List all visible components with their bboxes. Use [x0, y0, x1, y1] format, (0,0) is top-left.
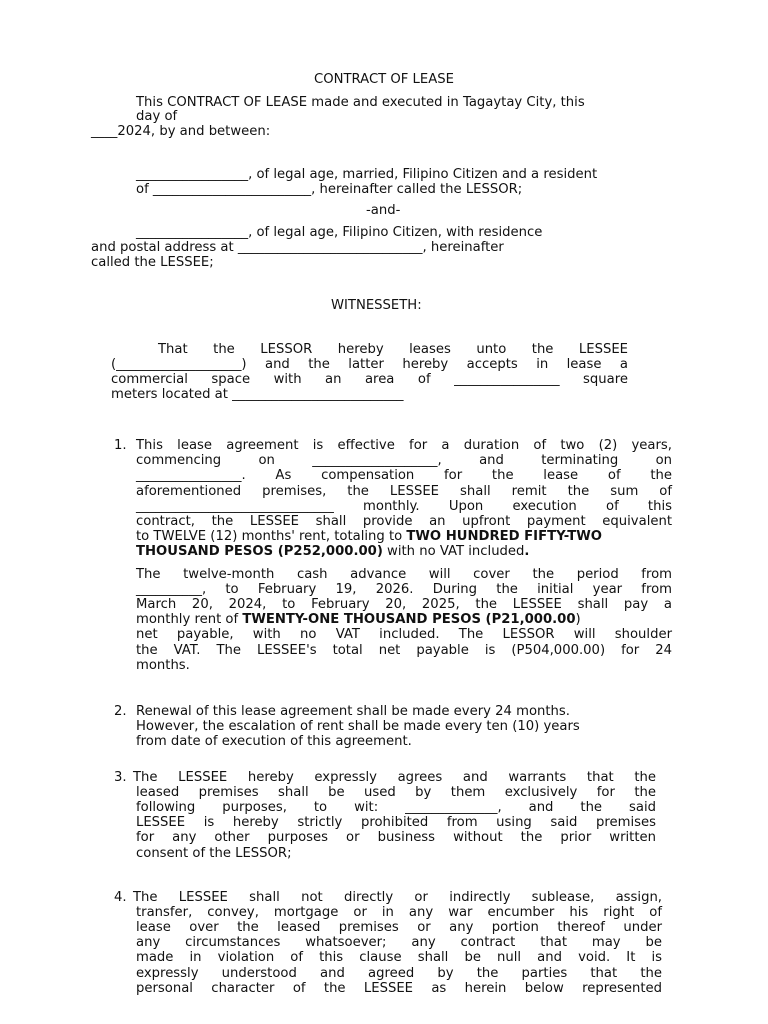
- item-2-line-1: Renewal of this lease agreement shall be made every 24 months.: [136, 704, 570, 719]
- item-3-line-2: leased premises shall be used by them exclusively for the: [136, 785, 656, 800]
- lessor-line-2: of ________________________, hereinafter called the LESSOR;: [136, 182, 523, 197]
- lease-clause-line-2: (___________________) and the latter hereby accepts in lease a: [111, 357, 628, 372]
- item-1-p2-line-5: net payable, with no VAT included. The LESSOR will shoulder: [136, 627, 672, 642]
- item-4-line-6: expressly understood and agreed by the parties that the: [136, 966, 662, 981]
- item-3-line-1: The LESSEE hereby expressly agrees and warrants that the: [133, 770, 656, 785]
- item-1-line-8: [136, 544, 529, 559]
- item-1-line-5: ______________________________ monthly. Upon execution of this: [136, 499, 672, 514]
- item-4-line-1: The LESSEE shall not directly or indirectly sublease, assign,: [133, 890, 662, 905]
- intro-line-2: day of: [136, 109, 178, 124]
- and-separator: -and-: [366, 203, 401, 218]
- item-1-number: 1.: [114, 438, 127, 453]
- item-4-line-7: personal character of the LESSEE as herein below represented: [136, 981, 662, 996]
- lessee-line-2: and postal address at ____________________________, hereinafter: [91, 240, 504, 255]
- item-2-line-3: from date of execution of this agreement.: [136, 734, 412, 749]
- item-4-line-2: transfer, convey, mortgage or in any war encumber his right of: [136, 905, 662, 920]
- item-4-line-4: any circumstances whatsoever; any contract that may be: [136, 935, 662, 950]
- item-1-line-6: contract, the LESSEE shall provide an upfront payment equivalent: [136, 514, 672, 529]
- item-4-line-3: lease over the leased premises or any portion thereof under: [136, 920, 662, 935]
- lease-clause-line-4: meters located at __________________________: [111, 387, 404, 402]
- item-1-p2-line-1: The twelve-month cash advance will cover the period from: [136, 567, 672, 582]
- item-1-line-4: aforementioned premises, the LESSEE shall remit the sum of: [136, 484, 672, 499]
- item-1-line-8-text: with no VAT included: [382, 544, 525, 559]
- item-1-line-1: This lease agreement is effective for a duration of two (2) years,: [136, 438, 672, 453]
- item-2-line-2: However, the escalation of rent shall be made every ten (10) years: [136, 719, 580, 734]
- item-1-p2-line-4-bold: TWENTY-ONE THOUSAND PESOS (P21,000.00: [242, 612, 576, 627]
- item-1-line-7: [136, 529, 602, 544]
- item-1-line-7-text: to TWELVE (12) months' rent, totaling to: [136, 529, 407, 544]
- document-title: CONTRACT OF LEASE: [314, 72, 454, 87]
- item-1-p2-line-6: the VAT. The LESSEE's total net payable is (P504,000.00) for 24: [136, 643, 672, 658]
- item-1-line-2: commencing on ___________________, and terminating on: [136, 453, 672, 468]
- item-4-line-5: made in violation of this clause shall be null and void. It is: [136, 950, 662, 965]
- intro-line-1: This CONTRACT OF LEASE made and executed in Tagaytay City, this: [136, 95, 585, 110]
- item-1-p2-line-4-text: monthly rent of: [136, 612, 243, 627]
- item-1-line-8-bold: THOUSAND PESOS (P252,000.00): [136, 544, 383, 559]
- lease-clause-line-3: commercial space with an area of ________________ square: [111, 372, 628, 387]
- lease-clause-line-1: That the LESSOR hereby leases unto the LESSEE: [158, 342, 628, 357]
- item-3-line-3: following purposes, to wit: ______________, and the said: [136, 800, 656, 815]
- item-1-line-3: ________________. As compensation for the lease of the: [136, 468, 672, 483]
- item-3-number: 3.: [114, 770, 127, 785]
- item-1-p2-line-4: [136, 612, 581, 627]
- lessee-line-3: called the LESSEE;: [91, 255, 214, 270]
- item-1-line-7-bold: TWO HUNDRED FIFTY-TWO: [406, 529, 602, 544]
- item-2-number: 2.: [114, 704, 127, 719]
- item-3-line-6: consent of the LESSOR;: [136, 846, 292, 861]
- item-1-p2-line-2: __________, to February 19, 2026. During the initial year from: [136, 582, 672, 597]
- item-1-line-8-period: .: [524, 544, 530, 559]
- witnesseth-heading: WITNESSETH:: [331, 298, 422, 313]
- item-3-line-5: for any other purposes or business without the prior written: [136, 830, 656, 845]
- lessor-line-1: _________________, of legal age, married, Filipino Citizen and a resident: [136, 167, 598, 182]
- item-1-p2-line-7: months.: [136, 658, 190, 673]
- item-1-p2-line-3: March 20, 2024, to February 20, 2025, the LESSEE shall pay a: [136, 597, 672, 612]
- intro-line-3: ____2024, by and between:: [91, 124, 271, 139]
- lessee-line-1: _________________, of legal age, Filipino Citizen, with residence: [136, 225, 543, 240]
- item-1-p2-line-4-paren: ): [575, 612, 581, 627]
- item-3-line-4: LESSEE is hereby strictly prohibited from using said premises: [136, 815, 656, 830]
- item-4-number: 4.: [114, 890, 127, 905]
